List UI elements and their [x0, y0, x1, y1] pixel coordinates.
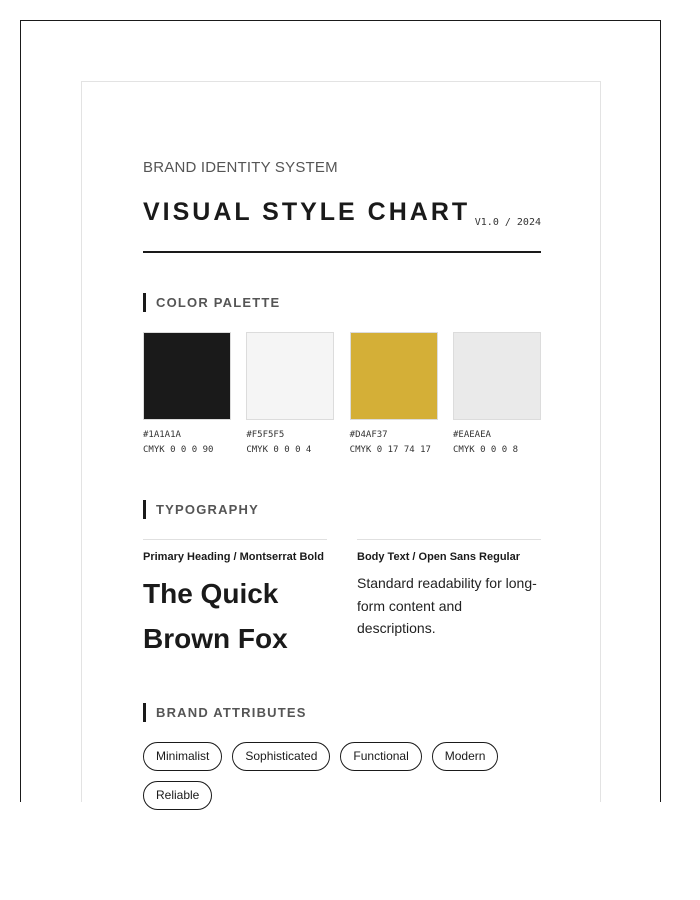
title-divider: [143, 251, 541, 253]
eyebrow-text: BRAND IDENTITY SYSTEM: [143, 159, 338, 176]
swatch-cmyk: CMYK 0 17 74 17: [349, 445, 431, 455]
section-heading-color-palette: COLOR PALETTE: [143, 293, 280, 312]
swatch-chip: [143, 332, 231, 420]
primary-heading-label: Primary Heading / Montserrat Bold: [143, 551, 324, 563]
section-heading-brand-attributes: BRAND ATTRIBUTES: [143, 703, 307, 722]
swatch-hex: #1A1A1A: [143, 430, 181, 440]
swatch-item: [143, 332, 231, 455]
swatch-item: [350, 332, 438, 455]
swatch-hex: #EAEAEA: [452, 430, 491, 440]
swatch-item: [453, 332, 541, 455]
body-text-sample: [357, 539, 541, 661]
body-text-specimen: Standard readability for long-form content and descriptions.: [357, 575, 537, 636]
swatch-hex: #F5F5F5: [246, 430, 285, 440]
swatch-chip: [350, 332, 438, 420]
attribute-tag[interactable]: Functional: [340, 742, 421, 771]
attribute-tag[interactable]: Minimalist: [143, 742, 222, 771]
primary-heading-specimen: The Quick Brown Fox: [143, 578, 288, 654]
section-heading-typography: TYPOGRAPHY: [143, 500, 259, 519]
version-label: V1.0 / 2024: [474, 217, 541, 228]
style-chart-sheet: [81, 81, 601, 802]
swatch-item: [246, 332, 334, 455]
color-swatches: [143, 332, 541, 455]
typography-samples: [143, 539, 541, 661]
attribute-tag[interactable]: Reliable: [143, 781, 212, 810]
attribute-tag[interactable]: Sophisticated: [232, 742, 330, 771]
swatch-cmyk: CMYK 0 0 0 8: [452, 445, 519, 455]
attribute-tag[interactable]: Modern: [432, 742, 499, 771]
primary-heading-sample: [143, 539, 327, 661]
swatch-chip: [453, 332, 541, 420]
swatch-cmyk: CMYK 0 0 0 4: [246, 445, 312, 455]
page-title: VISUAL STYLE CHART: [143, 198, 471, 226]
brand-attribute-tags: [143, 742, 541, 810]
swatch-chip: [246, 332, 334, 420]
swatch-cmyk: CMYK 0 0 0 90: [143, 445, 214, 455]
body-text-label: Body Text / Open Sans Regular: [357, 551, 520, 563]
swatch-hex: #D4AF37: [349, 430, 388, 440]
